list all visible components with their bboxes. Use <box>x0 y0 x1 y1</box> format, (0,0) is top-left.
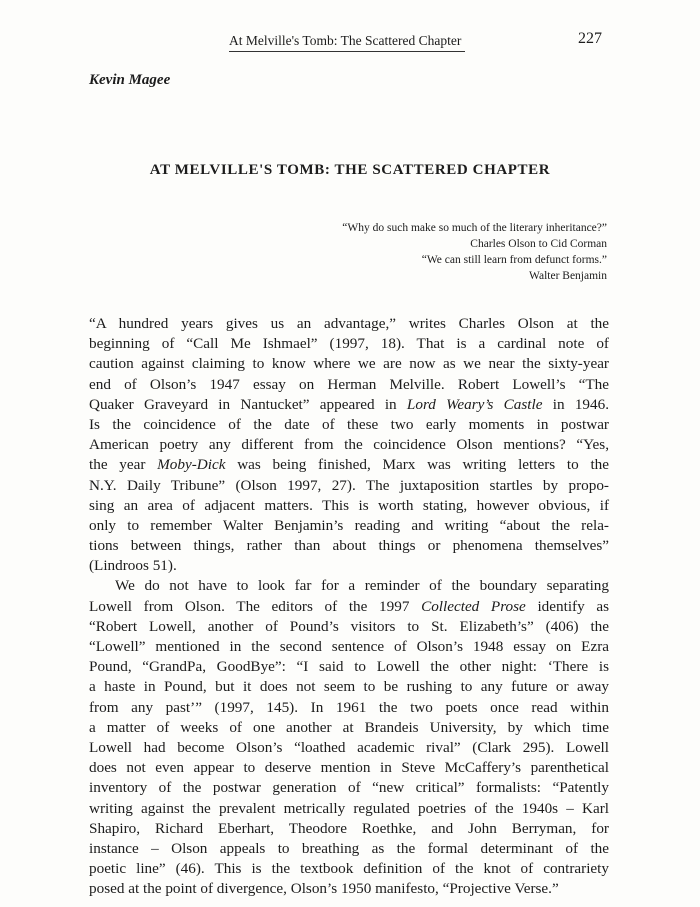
text-line: the year Moby-Dick was being finished, Marx was writing letters to the <box>89 456 610 474</box>
epigraph <box>187 220 607 284</box>
text-line: inventory of the postwar generation of “new critical” formalists: “Patently <box>89 779 609 797</box>
text-line: Quaker Graveyard in Nantucket” appeared in Lord Weary’s Castle in 1946. <box>89 395 609 413</box>
paragraph-1 <box>89 314 609 576</box>
text-line: instance – Olson appeals to breathing as the formal determinant of the <box>89 839 609 857</box>
text-line: Pound, “GrandPa, GoodBye”: “I said to Lowell the other night: ‘There is <box>89 658 609 676</box>
italic-title: Moby-Dick <box>157 456 226 474</box>
text-line: Shapiro, Richard Eberhart, Theodore Roethke, and John Berryman, for <box>89 819 609 837</box>
text-line: “Lowell” mentioned in the second sentence of Olson’s 1948 essay on Ezra <box>89 638 609 655</box>
author-name: Kevin Magee <box>89 72 171 88</box>
text-line: a matter of weeks of one another at Brandeis University, by which time <box>89 718 609 736</box>
text-line: (Lindroos 51). <box>89 557 177 575</box>
text-line: writing against the prevalent metrically regulated poetries of the 1940s – Karl <box>89 799 609 817</box>
text-line: from any past’” (1997, 145). In 1961 the two poets once read within <box>89 698 609 716</box>
text-line: sing an area of adjacent matters. This is worth stating, however obvious, if <box>89 496 609 514</box>
text-line: only to remember Walter Benjamin’s reading and writing “about the rela- <box>89 516 609 534</box>
text-line: a haste in Pound, but it does not seem to be rushing to any future or away <box>89 678 609 696</box>
text-line: N.Y. Daily Tribune” (Olson 1997, 27). The juxtaposition startles by propo- <box>89 476 609 494</box>
text-line: does not even appear to deserve mention in Steve McCaffery’s parenthetical <box>89 759 609 777</box>
page-number: 227 <box>578 30 602 47</box>
body-text <box>89 314 609 899</box>
text-line: We do not have to look far for a reminder of the boundary separating <box>115 577 609 595</box>
text-line: Is the coincidence of the date of these two early moments in postwar <box>89 415 609 433</box>
epigraph-attribution-benjamin: Walter Benjamin <box>529 270 607 282</box>
paragraph-2 <box>89 576 609 899</box>
text-line: tions between things, rather than about things or phenomena themselves” <box>89 537 609 555</box>
epigraph-attribution-olson: Charles Olson to Cid Corman <box>470 238 607 250</box>
epigraph-quote-olson: “Why do such make so much of the literary inheritance?” <box>342 222 607 234</box>
text-line: Lowell from Olson. The editors of the 1997 Collected Prose identify as <box>89 597 609 615</box>
article-title: AT MELVILLE'S TOMB: THE SCATTERED CHAPTER <box>149 162 551 178</box>
text-line: posed at the point of divergence, Olson’s 1950 manifesto, “Projective Verse.” <box>89 880 559 898</box>
running-title: At Melville's Tomb: The Scattered Chapter <box>229 33 465 52</box>
text-line: Lowell had become Olson’s “loathed academic rival” (Clark 295). Lowell <box>89 738 609 756</box>
text-line: caution against claiming to know where we are now as we near the sixty-year <box>89 355 609 373</box>
epigraph-quote-benjamin: “We can still learn from defunct forms.” <box>421 254 607 266</box>
text-line: “Robert Lowell, another of Pound’s visitors to St. Elizabeth’s” (406) the <box>89 617 609 635</box>
italic-title: Collected Prose <box>421 597 526 615</box>
text-line: “A hundred years gives us an advantage,” writes Charles Olson at the <box>89 315 609 332</box>
italic-title: Lord Weary’s Castle <box>406 395 543 413</box>
text-line: American poetry any different from the coincidence Olson mentions? “Yes, <box>89 436 609 454</box>
text-line: end of Olson’s 1947 essay on Herman Melville. Robert Lowell’s “The <box>89 375 609 393</box>
running-head <box>0 30 700 52</box>
text-line: poetic line” (46). This is the textbook definition of the knot of contrariety <box>89 860 609 878</box>
text-line: beginning of “Call Me Ishmael” (1997, 18). That is a cardinal note of <box>89 335 609 353</box>
